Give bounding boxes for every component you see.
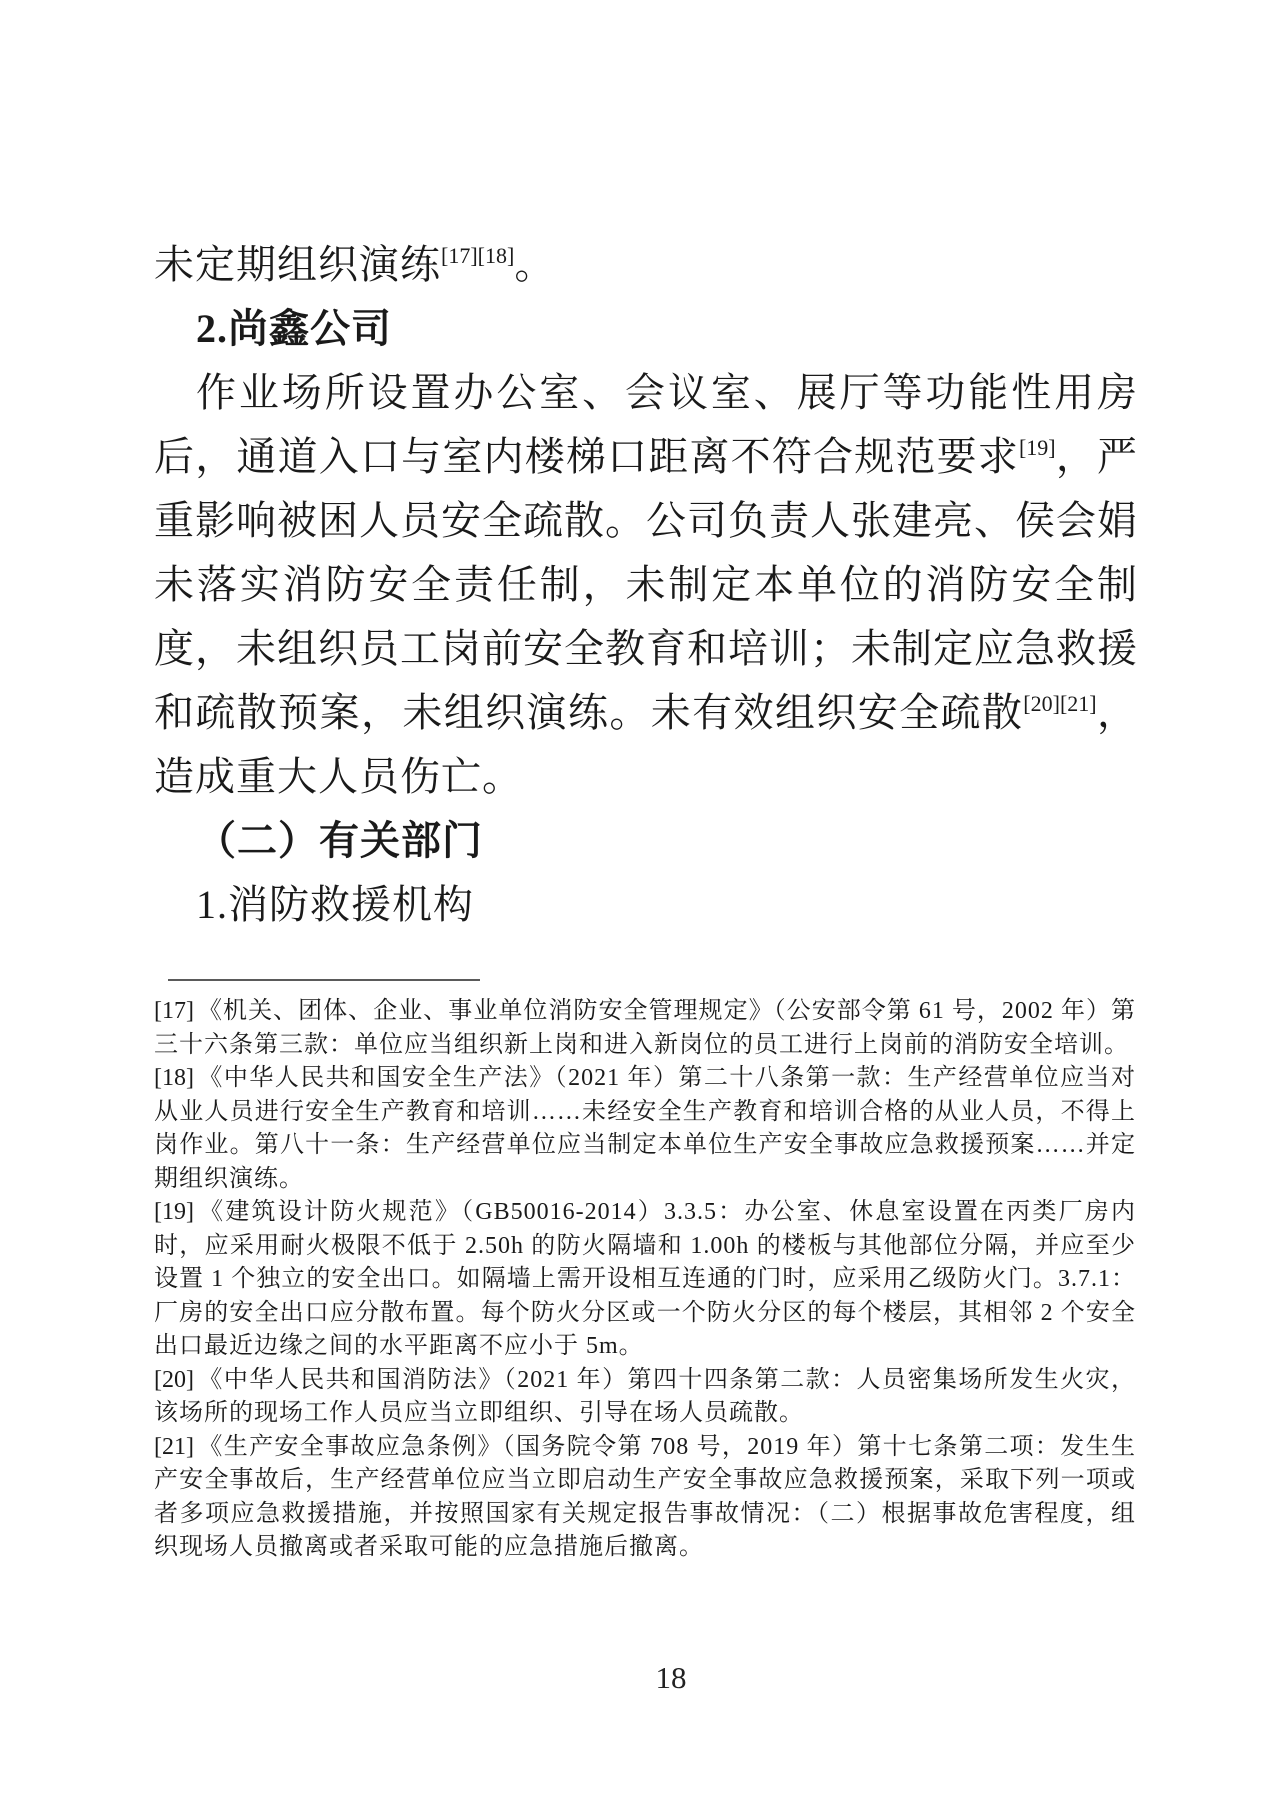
footnote-item-20 xyxy=(154,1364,1136,1431)
page-number: 18 xyxy=(655,1660,687,1695)
footnote-label: [20] xyxy=(154,1366,194,1393)
footnote-label: [18] xyxy=(154,1065,194,1091)
footnote-text: 《中华人民共和国安全生产法》（2021 年）第二十八条第一款：生产经营单位应当对从业人员进行安全生产教育和培训……未经安全生产教育和培训合格的从业人员，不得上岗作业。第八十一条：生产经营单位应当制定本单位生产安全事故应急救援预案……并定期组织演练。 xyxy=(154,1065,1136,1192)
footnote-item-19 xyxy=(154,1196,1136,1364)
footnote-separator xyxy=(168,979,480,981)
heading-1-fire-rescue-agency: 1.消防救援机构 xyxy=(196,882,474,927)
footnote-label: [21] xyxy=(154,1433,194,1460)
footnote-ref: [17][18] xyxy=(441,243,515,268)
footnote-text: 《建筑设计防火规范》（GB50016-2014）3.3.5：办公室、休息室设置在丙类厂房内时，应采用耐火极限不低于 2.50h 的防火隔墙和 1.00h 的楼板与其他部位分隔，并应至少设置 1 个独立的安全出口。如隔墙上需开设相互连通的门时，应采用乙级防火门。3.7.1：厂房的安全出口应分散布置。每个防火分区或一个防火分区的每个楼层，其相邻 2 个安全出口最近边缘之间的水平距离不应小于 5m。 xyxy=(154,1199,1136,1359)
body-paragraph-continued: 未定期组织演练[17][18]。 xyxy=(154,242,556,287)
footnote-text: 《中华人民共和国消防法》（2021 年）第四十四条第二款：人员密集场所发生火灾，该场所的现场工作人员应当立即组织、引导在场人员疏散。 xyxy=(154,1366,1136,1426)
footnote-ref: [19] xyxy=(1018,435,1056,460)
footnote-item-17 xyxy=(154,995,1136,1062)
footnote-item-21 xyxy=(154,1431,1136,1565)
footnote-text: 《机关、团体、企业、事业单位消防安全管理规定》（公安部令第 61 号，2002 年）第三十六条第三款：单位应当组织新上岗和进入新岗位的员工进行上岗前的消防安全培训。 xyxy=(154,998,1136,1058)
footnote-text: 《生产安全事故应急条例》（国务院令第 708 号，2019 年）第十七条第二项：发生生产安全事故后，生产经营单位应当立即启动生产安全事故应急救援预案，采取下列一项或者多项应急救援措施，并按照国家有关规定报告事故情况：（二）根据事故危害程度，组织现场人员撤离或者采取可能的应急措施后撤离。 xyxy=(154,1433,1136,1560)
heading-section-2-related-departments: （二）有关部门 xyxy=(196,818,483,863)
body-paragraph-shangxin: 作业场所设置办公室、会议室、展厅等功能性用房后，通道入口与室内楼梯口距离不符合规范要求[19]，严重影响被困人员安全疏散。公司负责人张建亮、侯会娟未落实消防安全责任制，未制定本单位的消防安全制度，未组织员工岗前安全教育和培训；未制定应急救援和疏散预案，未组织演练。未有效组织安全疏散[20][21]，造成重大人员伤亡。 xyxy=(154,370,1139,799)
footnote-item-18 xyxy=(154,1062,1136,1196)
footnote-label: [19] xyxy=(154,1199,194,1225)
body-text xyxy=(154,233,1138,937)
footnote-ref: [20][21] xyxy=(1023,691,1097,716)
footnotes xyxy=(154,995,1136,1565)
heading-2-shangxin-company: 2.尚鑫公司 xyxy=(196,306,392,351)
footnote-label: [17] xyxy=(154,998,194,1024)
